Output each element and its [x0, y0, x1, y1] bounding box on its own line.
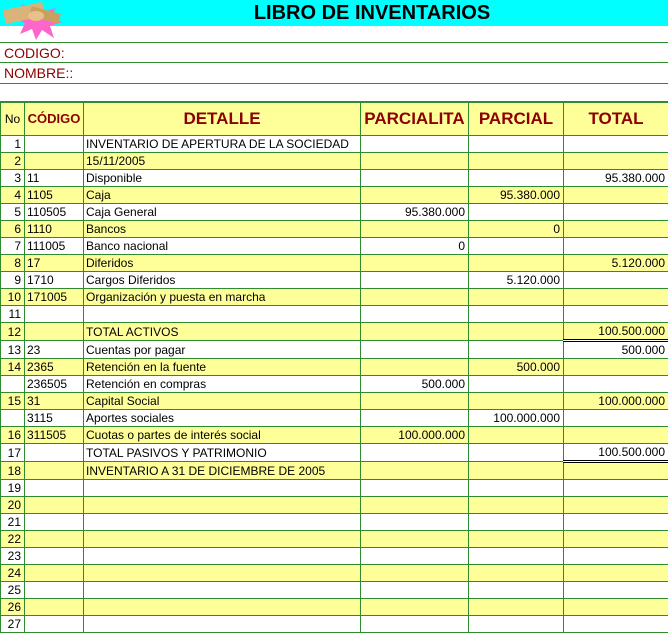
cell-parcialita[interactable] [361, 221, 469, 238]
cell-parcialita[interactable] [361, 341, 469, 359]
cell-parcial[interactable]: 95.380.000 [469, 187, 564, 204]
col-header-total[interactable]: TOTAL [564, 103, 668, 136]
table-body [1, 136, 668, 633]
cell-total[interactable] [564, 548, 668, 565]
inventory-table [0, 102, 668, 633]
cell-detalle[interactable]: TOTAL ACTIVOS [84, 323, 361, 341]
table-row [1, 497, 668, 514]
cell-parcialita[interactable] [361, 480, 469, 497]
cell-detalle[interactable]: Retención en la fuente [84, 359, 361, 376]
cell-total[interactable] [564, 462, 668, 480]
cell-parcial[interactable] [469, 531, 564, 548]
cell-no[interactable]: 25 [1, 582, 25, 599]
table-row [1, 170, 668, 187]
cell-parcialita[interactable] [361, 136, 469, 153]
table-row [1, 341, 668, 359]
cell-parcial[interactable]: 0 [469, 221, 564, 238]
handshake-logo-icon [0, 0, 76, 40]
cell-parcial[interactable] [469, 170, 564, 187]
cell-detalle[interactable]: 15/11/2005 [84, 153, 361, 170]
cell-detalle[interactable]: Aportes sociales [84, 410, 361, 427]
cell-detalle[interactable]: Cuotas o partes de interés social [84, 427, 361, 444]
cell-codigo[interactable]: 111005 [25, 238, 84, 255]
cell-parcial[interactable] [469, 255, 564, 272]
table-row [1, 272, 668, 289]
cell-parcial[interactable] [469, 289, 564, 306]
page-title: LIBRO DE INVENTARIOS [76, 0, 668, 26]
table-row [1, 531, 668, 548]
cell-detalle[interactable] [84, 480, 361, 497]
col-header-parcialita[interactable]: PARCIALITA [361, 103, 469, 136]
cell-codigo[interactable]: 1110 [25, 221, 84, 238]
table-row [1, 565, 668, 582]
cell-no[interactable]: 19 [1, 480, 25, 497]
cell-no[interactable]: 15 [1, 393, 25, 410]
cell-detalle[interactable]: Bancos [84, 221, 361, 238]
cell-codigo[interactable] [25, 514, 84, 531]
cell-no[interactable]: 11 [1, 306, 25, 323]
cell-total[interactable] [564, 565, 668, 582]
table-row [1, 136, 668, 153]
cell-parcial[interactable]: 500.000 [469, 359, 564, 376]
cell-codigo[interactable]: 31 [25, 393, 84, 410]
col-header-no[interactable]: No [1, 103, 25, 136]
table-row [1, 548, 668, 565]
cell-total[interactable] [564, 187, 668, 204]
cell-parcialita[interactable] [361, 565, 469, 582]
cell-no[interactable]: 14 [1, 359, 25, 376]
cell-no[interactable]: 16 [1, 427, 25, 444]
cell-detalle[interactable]: Banco nacional [84, 238, 361, 255]
cell-codigo[interactable] [25, 531, 84, 548]
cell-codigo[interactable]: 110505 [25, 204, 84, 221]
cell-parcial[interactable] [469, 136, 564, 153]
cell-codigo[interactable] [25, 582, 84, 599]
cell-parcial[interactable] [469, 376, 564, 393]
cell-detalle[interactable]: INVENTARIO A 31 DE DICIEMBRE DE 2005 [84, 462, 361, 480]
cell-codigo[interactable] [25, 497, 84, 514]
table-row [1, 462, 668, 480]
table-row [1, 582, 668, 599]
cell-parcialita[interactable] [361, 170, 469, 187]
cell-parcial[interactable] [469, 480, 564, 497]
cell-no[interactable]: 13 [1, 341, 25, 359]
cell-total[interactable] [564, 514, 668, 531]
cell-no[interactable]: 18 [1, 462, 25, 480]
cell-detalle[interactable] [84, 497, 361, 514]
table-row [1, 221, 668, 238]
cell-codigo[interactable]: 2365 [25, 359, 84, 376]
cell-parcialita[interactable] [361, 153, 469, 170]
cell-codigo[interactable]: 171005 [25, 289, 84, 306]
cell-total[interactable]: 100.000.000 [564, 393, 668, 410]
cell-parcial[interactable] [469, 153, 564, 170]
table-row [1, 255, 668, 272]
table-row [1, 410, 668, 427]
cell-total[interactable] [564, 582, 668, 599]
cell-parcial[interactable] [469, 341, 564, 359]
cell-total[interactable] [564, 289, 668, 306]
cell-detalle[interactable] [84, 582, 361, 599]
cell-total[interactable] [564, 306, 668, 323]
cell-parcial[interactable] [469, 238, 564, 255]
cell-parcialita[interactable] [361, 582, 469, 599]
cell-total[interactable] [564, 153, 668, 170]
cell-no[interactable]: 6 [1, 221, 25, 238]
col-header-detalle[interactable]: DETALLE [84, 103, 361, 136]
cell-total[interactable] [564, 376, 668, 393]
cell-no[interactable]: 1 [1, 136, 25, 153]
cell-codigo[interactable] [25, 480, 84, 497]
cell-detalle[interactable] [84, 565, 361, 582]
cell-parcial[interactable] [469, 599, 564, 616]
cell-parcialita[interactable] [361, 410, 469, 427]
cell-total[interactable] [564, 427, 668, 444]
cell-parcial[interactable] [469, 548, 564, 565]
cell-detalle[interactable]: Cargos Diferidos [84, 272, 361, 289]
cell-no[interactable]: 21 [1, 514, 25, 531]
cell-no[interactable]: 23 [1, 548, 25, 565]
cell-codigo[interactable]: 3115 [25, 410, 84, 427]
cell-codigo[interactable]: 23 [25, 341, 84, 359]
table-row [1, 306, 668, 323]
cell-parcialita[interactable] [361, 272, 469, 289]
cell-no[interactable]: 4 [1, 187, 25, 204]
cell-parcial[interactable] [469, 427, 564, 444]
cell-detalle[interactable] [84, 599, 361, 616]
cell-parcialita[interactable]: 500.000 [361, 376, 469, 393]
cell-detalle[interactable]: Cuentas por pagar [84, 341, 361, 359]
cell-codigo[interactable] [25, 323, 84, 341]
cell-detalle[interactable] [84, 514, 361, 531]
cell-total[interactable] [564, 497, 668, 514]
cell-parcialita[interactable] [361, 531, 469, 548]
cell-parcialita[interactable] [361, 187, 469, 204]
cell-parcialita[interactable] [361, 444, 469, 462]
cell-parcial[interactable] [469, 514, 564, 531]
cell-codigo[interactable]: 11 [25, 170, 84, 187]
cell-no[interactable] [1, 410, 25, 427]
cell-codigo[interactable] [25, 548, 84, 565]
cell-parcialita[interactable] [361, 599, 469, 616]
cell-no[interactable] [1, 376, 25, 393]
cell-total[interactable]: 100.500.000 [564, 444, 668, 462]
cell-total[interactable] [564, 136, 668, 153]
cell-detalle[interactable]: INVENTARIO DE APERTURA DE LA SOCIEDAD [84, 136, 361, 153]
cell-total[interactable] [564, 272, 668, 289]
cell-parcialita[interactable] [361, 255, 469, 272]
cell-parcial[interactable] [469, 565, 564, 582]
cell-total[interactable] [564, 531, 668, 548]
cell-no[interactable]: 24 [1, 565, 25, 582]
cell-parcialita[interactable] [361, 306, 469, 323]
cell-detalle[interactable]: Retención en compras [84, 376, 361, 393]
cell-codigo[interactable]: 311505 [25, 427, 84, 444]
cell-total[interactable] [564, 238, 668, 255]
cell-no[interactable]: 3 [1, 170, 25, 187]
cell-no[interactable]: 7 [1, 238, 25, 255]
cell-codigo[interactable] [25, 599, 84, 616]
cell-detalle[interactable]: Disponible [84, 170, 361, 187]
cell-parcialita[interactable]: 95.380.000 [361, 204, 469, 221]
cell-codigo[interactable] [25, 153, 84, 170]
cell-parcialita[interactable] [361, 323, 469, 341]
cell-parcial[interactable]: 100.000.000 [469, 410, 564, 427]
cell-parcialita[interactable] [361, 359, 469, 376]
cell-parcial[interactable] [469, 323, 564, 341]
cell-codigo[interactable] [25, 462, 84, 480]
cell-detalle[interactable]: Diferidos [84, 255, 361, 272]
table-row [1, 444, 668, 462]
cell-total[interactable]: 500.000 [564, 341, 668, 359]
cell-parcialita[interactable] [361, 514, 469, 531]
table-row [1, 514, 668, 531]
cell-total[interactable] [564, 204, 668, 221]
col-header-codigo[interactable]: CÓDIGO [25, 103, 84, 136]
col-header-parcial[interactable]: PARCIAL [469, 103, 564, 136]
table-row [1, 323, 668, 341]
cell-no[interactable]: 27 [1, 616, 25, 633]
cell-codigo[interactable] [25, 306, 84, 323]
cell-detalle[interactable] [84, 531, 361, 548]
table-row [1, 599, 668, 616]
cell-parcialita[interactable] [361, 289, 469, 306]
cell-no[interactable]: 10 [1, 289, 25, 306]
cell-parcial[interactable] [469, 582, 564, 599]
cell-total[interactable] [564, 599, 668, 616]
cell-total[interactable] [564, 410, 668, 427]
table-row [1, 393, 668, 410]
cell-parcialita[interactable] [361, 548, 469, 565]
cell-parcial[interactable] [469, 444, 564, 462]
cell-detalle[interactable]: Capital Social [84, 393, 361, 410]
cell-codigo[interactable] [25, 444, 84, 462]
cell-codigo[interactable]: 1710 [25, 272, 84, 289]
cell-detalle[interactable]: Caja General [84, 204, 361, 221]
cell-parcial[interactable] [469, 204, 564, 221]
cell-parcial[interactable] [469, 393, 564, 410]
cell-detalle[interactable] [84, 548, 361, 565]
cell-no[interactable]: 17 [1, 444, 25, 462]
cell-parcialita[interactable] [361, 462, 469, 480]
cell-detalle[interactable]: Organización y puesta en marcha [84, 289, 361, 306]
cell-parcial[interactable] [469, 497, 564, 514]
cell-parcial[interactable] [469, 306, 564, 323]
cell-detalle[interactable] [84, 306, 361, 323]
cell-no[interactable]: 2 [1, 153, 25, 170]
table-row [1, 289, 668, 306]
cell-total[interactable]: 95.380.000 [564, 170, 668, 187]
table-row [1, 427, 668, 444]
table-row [1, 480, 668, 497]
cell-no[interactable]: 8 [1, 255, 25, 272]
cell-total[interactable]: 100.500.000 [564, 323, 668, 341]
cell-total[interactable] [564, 359, 668, 376]
cell-total[interactable] [564, 221, 668, 238]
cell-codigo[interactable]: 236505 [25, 376, 84, 393]
cell-no[interactable]: 22 [1, 531, 25, 548]
cell-detalle[interactable]: TOTAL PASIVOS Y PATRIMONIO [84, 444, 361, 462]
table-row [1, 238, 668, 255]
table-row [1, 359, 668, 376]
table-row [1, 187, 668, 204]
cell-parcialita[interactable]: 0 [361, 238, 469, 255]
cell-codigo[interactable] [25, 565, 84, 582]
cell-parcialita[interactable] [361, 393, 469, 410]
cell-total[interactable] [564, 480, 668, 497]
cell-codigo[interactable]: 17 [25, 255, 84, 272]
cell-codigo[interactable] [25, 136, 84, 153]
cell-parcial[interactable] [469, 462, 564, 480]
cell-parcialita[interactable] [361, 497, 469, 514]
cell-codigo[interactable]: 1105 [25, 187, 84, 204]
cell-parcial[interactable]: 5.120.000 [469, 272, 564, 289]
cell-no[interactable]: 20 [1, 497, 25, 514]
cell-detalle[interactable]: Caja [84, 187, 361, 204]
table-row [1, 153, 668, 170]
blank-row[interactable] [0, 84, 668, 102]
cell-no[interactable]: 9 [1, 272, 25, 289]
table-row [1, 204, 668, 221]
cell-no[interactable]: 26 [1, 599, 25, 616]
nombre-label[interactable]: NOMBRE:: [0, 63, 668, 84]
codigo-label[interactable]: CODIGO: [0, 42, 668, 63]
cell-no[interactable]: 12 [1, 323, 25, 341]
cell-no[interactable]: 5 [1, 204, 25, 221]
cell-parcialita[interactable]: 100.000.000 [361, 427, 469, 444]
table-row [1, 376, 668, 393]
cell-total[interactable]: 5.120.000 [564, 255, 668, 272]
